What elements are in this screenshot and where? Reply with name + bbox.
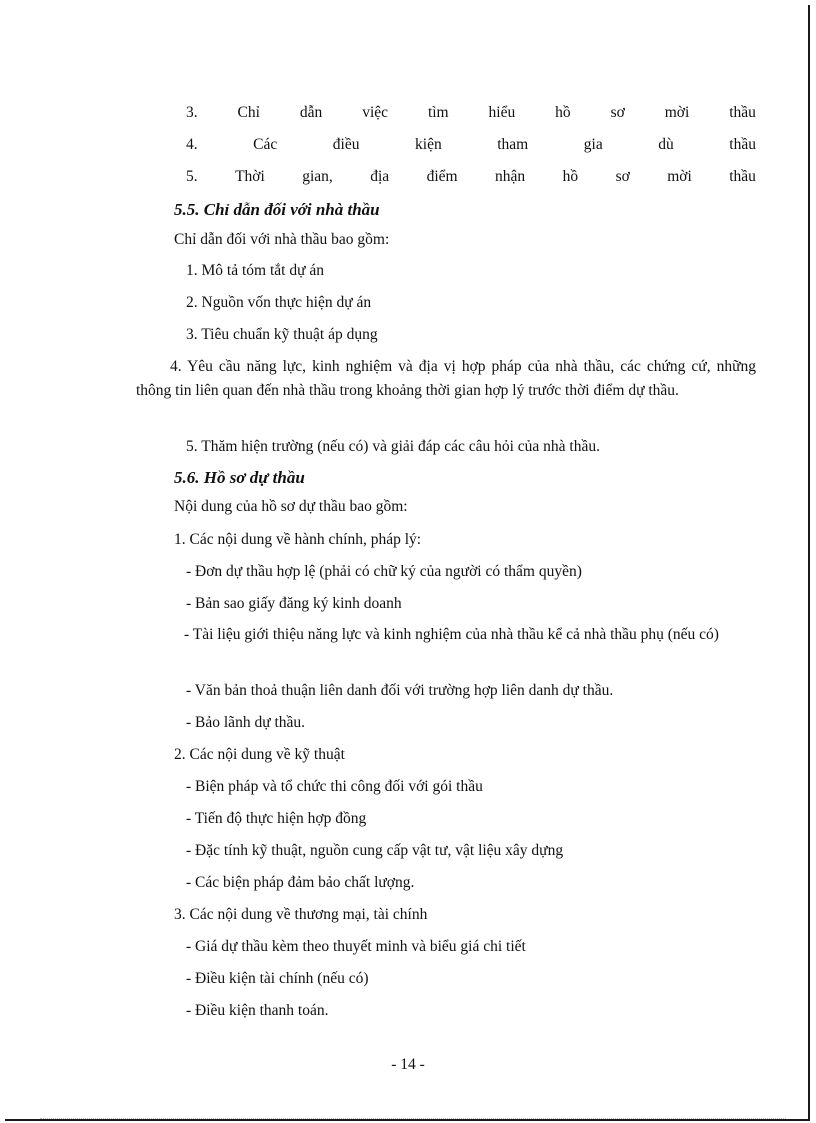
page-number: - 14 - <box>391 1056 425 1073</box>
group-1-item: - Tài liệu giới thiệu năng lực và kinh nghiệm của nhà thầu kể cả nhà thầu phụ (nếu có) <box>184 626 719 643</box>
word: 4. <box>186 136 198 153</box>
word: mời <box>667 168 692 185</box>
word: thầu <box>729 136 756 153</box>
word: thầu <box>729 104 756 121</box>
word: sơ <box>610 104 625 121</box>
group-2-item: - Đặc tính kỹ thuật, nguồn cung cấp vật tư, vật liệu xây dựng <box>186 842 564 859</box>
section-5-6-intro: Nội dung của hồ sơ dự thầu bao gồm: <box>174 498 408 515</box>
group-3-title: 3. Các nội dung về thương mại, tài chính <box>174 906 428 923</box>
list-item-4 <box>186 136 756 154</box>
word: Thời <box>235 168 265 185</box>
word: mời <box>664 104 690 121</box>
page-divider <box>40 1118 786 1119</box>
word: điểm <box>426 168 458 185</box>
word: điều <box>332 136 360 153</box>
word: tìm <box>427 104 449 121</box>
word: dù <box>658 136 674 153</box>
word: thầu <box>729 168 756 185</box>
group-1-item: - Văn bản thoả thuận liên danh đối với trường hợp liên danh dự thầu. <box>186 682 614 699</box>
group-3-item: - Giá dự thầu kèm theo thuyết minh và biểu giá chi tiết <box>186 938 526 955</box>
group-2-title: 2. Các nội dung về kỹ thuật <box>174 746 345 763</box>
group-1-item: - Đơn dự thầu hợp lệ (phải có chữ ký của người có thẩm quyền) <box>186 563 582 580</box>
section-5-5-item-2: 2. Nguồn vốn thực hiện dự án <box>186 294 372 311</box>
group-3-item: - Điều kiện tài chính (nếu có) <box>186 970 369 987</box>
group-3-item: - Điều kiện thanh toán. <box>186 1002 329 1019</box>
word: địa <box>370 168 390 185</box>
list-item-3 <box>186 104 756 122</box>
word: gian, <box>302 168 333 185</box>
word: tham <box>497 136 529 153</box>
word: kiện <box>415 136 442 153</box>
group-2-item: - Biện pháp và tổ chức thi công đối với gói thầu <box>186 778 483 795</box>
section-5-5-heading: 5.5. Chỉ dẫn đối với nhà thầu <box>174 200 380 219</box>
group-1-item: - Bảo lãnh dự thầu. <box>186 714 306 731</box>
word: 5. <box>186 168 198 185</box>
word: việc <box>362 104 389 121</box>
word: hiểu <box>488 104 516 121</box>
section-5-5-intro: Chỉ dẫn đối với nhà thầu bao gồm: <box>174 231 390 248</box>
list-item-5 <box>186 168 756 186</box>
word: hồ <box>555 104 571 121</box>
section-5-5-item-4: 4. Yêu cầu năng lực, kinh nghiệm và địa vị hợp pháp của nhà thầu, các chứng cứ, những thông tin liên quan đến nhà thầu trong khoảng thời gian hợp lý trước thời điểm dự thầu. <box>136 358 756 399</box>
word: Chỉ <box>237 104 260 121</box>
section-5-5-item-5: 5. Thăm hiện trường (nếu có) và giải đáp các câu hỏi của nhà thầu. <box>186 438 600 455</box>
word: nhận <box>495 168 526 185</box>
group-1-title: 1. Các nội dung về hành chính, pháp lý: <box>174 531 422 548</box>
group-2-item: - Các biện pháp đảm bảo chất lượng. <box>186 874 415 891</box>
word: gia <box>583 136 603 153</box>
section-5-5-item-3: 3. Tiêu chuẩn kỹ thuật áp dụng <box>186 326 378 343</box>
group-1-item: - Bản sao giấy đăng ký kinh doanh <box>186 595 402 612</box>
section-5-6-heading: 5.6. Hồ sơ dự thầu <box>174 468 305 487</box>
section-5-5-item-1: 1. Mô tả tóm tắt dự án <box>186 262 324 279</box>
word: Các <box>253 136 278 153</box>
group-2-item: - Tiến độ thực hiện hợp đồng <box>186 810 367 827</box>
word: hồ <box>562 168 579 185</box>
word: sơ <box>615 168 630 185</box>
word: 3. <box>186 104 198 121</box>
word: dẫn <box>299 104 323 121</box>
